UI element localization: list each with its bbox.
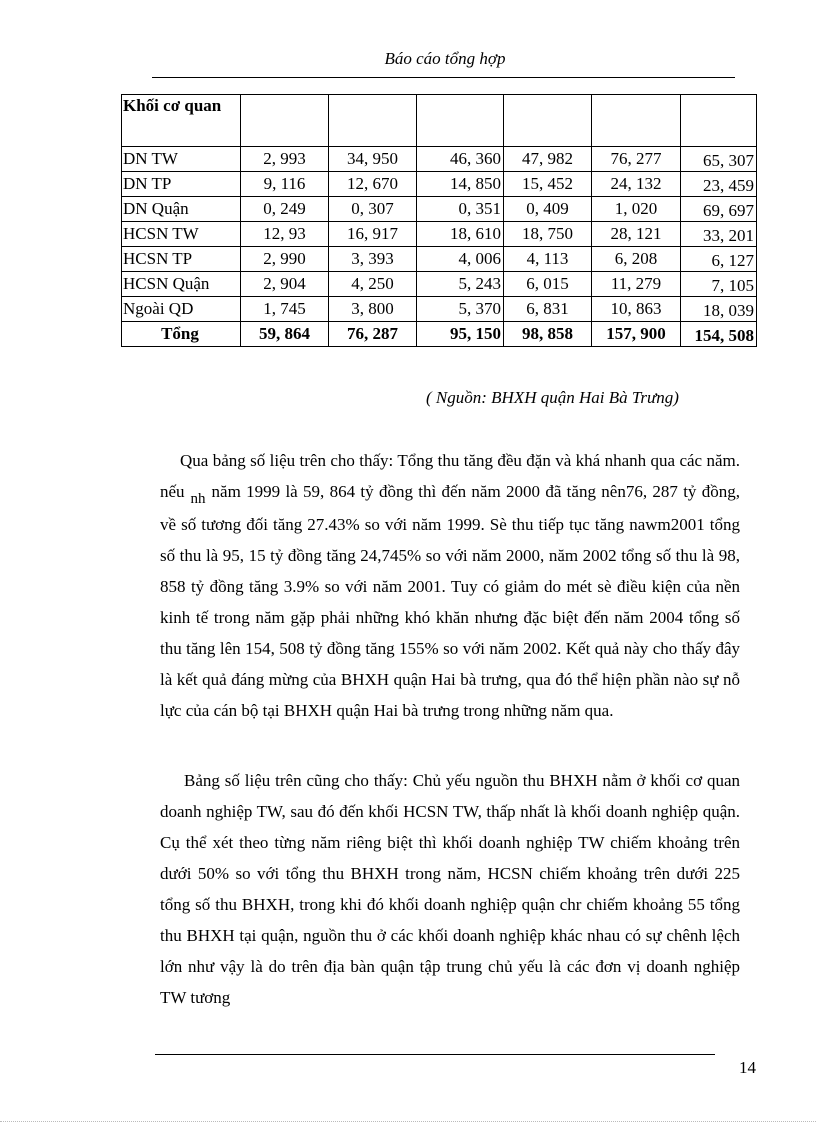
footer-rule [155,1054,715,1055]
revenue-table [121,94,757,347]
table-cell: 24, 132 [592,172,681,197]
table-cell: 1, 745 [241,297,329,322]
table-cell: 18, 750 [504,222,592,247]
table-cell: 16, 917 [329,222,417,247]
table-cell: 11, 279 [592,272,681,297]
table-cell: 34, 950 [329,147,417,172]
total-cell: 76, 287 [329,322,417,347]
table-cell: 0, 351 [417,197,504,222]
table-header-cell [241,95,329,147]
paragraph-2-text: Bảng số liệu trên cũng cho thấy: Chủ yếu nguồn thu BHXH nằm ở khối cơ quan doanh nghiệp TW, sau đó đến khối HCSN TW, thấp nhất là khối doanh nghiệp quận. Cụ thể xét theo từng năm riêng biệt thì khối doanh nghiệp TW chiếm khoảng trên dưới 50% so với tổng thu BHXH trong năm, HCSN chiếm khoảng trên dưới 225 tổng số thu BHXH, trong khi đó khối doanh nghiệp quận chr chiếm khoảng 55 tổng thu BHXH tại quận, nguồn thu ở các khối doanh nghiệp khác nhau có sự chênh lệch lớn như vậy là do trên địa bàn quận tập trung chủ yếu là các đơn vị doanh nghiệp TW tương [160,771,740,1007]
paragraph-1-sub: nh [190,491,206,507]
header-rule [152,77,735,78]
table-row [122,147,757,172]
table-row [122,297,757,322]
paragraph-1-rest: năm 1999 là 59, 864 tỷ đồng thì đến năm 2000 đã tăng nên76, 287 tỷ đồng, về số tương đối tăng 27.43% so với năm 1999. Sè thu tiếp tục tăng nawm2001 tổng số thu là 95, 15 tỷ đồng tăng 24,745% so với năm 2000, năm 2002 tổng số thu là 98, 858 tỷ đồng tăng 3.9% so với năm 2001. Tuy có giảm do mét sè điều kiện của nền kinh tế trong năm gặp phải những khó khăn nhưng đặc biệt đến năm 2004 tổng số thu tăng lên 154, 508 tỷ đồng tăng 155% so với năm 2002. Kết quả này cho thấy đây là kết quả đáng mừng của BHXH quận Hai bà trưng, qua đó thể hiện phần nào sự nỗ lực của cán bộ tại BHXH quận Hai bà trưng trong những năm qua. [160,482,740,720]
table-cell: 0, 409 [504,197,592,222]
total-cell: 157, 900 [592,322,681,347]
table-row [122,197,757,222]
row-label: DN TW [122,147,241,172]
table-cell: 2, 993 [241,147,329,172]
total-cell: 95, 150 [417,322,504,347]
paragraph-1 [160,445,740,726]
page-header-title: Báo cáo tổng hợp [384,49,506,68]
table-cell: 9, 116 [241,172,329,197]
table-cell: 2, 904 [241,272,329,297]
table-cell: 3, 393 [329,247,417,272]
table-cell: 6, 831 [504,297,592,322]
table-total-row [122,322,757,347]
table-cell: 0, 249 [241,197,329,222]
table-cell: 4, 006 [417,247,504,272]
table-cell: 1, 020 [592,197,681,222]
table-header-cell [592,95,681,147]
total-cell: 59, 864 [241,322,329,347]
row-label: HCSN TW [122,222,241,247]
table-header-cell [417,95,504,147]
table-row [122,272,757,297]
row-label: HCSN TP [122,247,241,272]
table-cell: 33, 201 [681,222,757,247]
table-cell: 69, 697 [681,197,757,222]
table-cell: 23, 459 [681,172,757,197]
table-cell: 76, 277 [592,147,681,172]
table-cell: 6, 015 [504,272,592,297]
source-note: ( Nguồn: BHXH quận Hai Bà Trưng) [426,388,679,407]
table-cell: 3, 800 [329,297,417,322]
table-header-cell [681,95,757,147]
table-cell: 47, 982 [504,147,592,172]
table-cell: 0, 307 [329,197,417,222]
row-label: DN Quận [122,197,241,222]
table-row [122,222,757,247]
row-label: HCSN Quận [122,272,241,297]
table-header-cell [504,95,592,147]
total-cell: 154, 508 [681,322,757,347]
table-cell: 6, 127 [681,247,757,272]
table-cell: 12, 670 [329,172,417,197]
table-cell: 2, 990 [241,247,329,272]
table-header-row [122,95,757,147]
row-label: DN TP [122,172,241,197]
table-cell: 4, 113 [504,247,592,272]
table-header-label: Khối cơ quan [122,95,241,147]
table-cell: 15, 452 [504,172,592,197]
total-cell: 98, 858 [504,322,592,347]
table-cell: 65, 307 [681,147,757,172]
page-number: 14 [739,1058,756,1077]
table-cell: 14, 850 [417,172,504,197]
table-cell: 10, 863 [592,297,681,322]
page-edge-dots [0,1121,816,1122]
table-cell: 7, 105 [681,272,757,297]
table-cell: 5, 370 [417,297,504,322]
table-row [122,172,757,197]
table-cell: 12, 93 [241,222,329,247]
table-row [122,247,757,272]
table-cell: 18, 039 [681,297,757,322]
table-cell: 46, 360 [417,147,504,172]
table-cell: 6, 208 [592,247,681,272]
table-cell: 28, 121 [592,222,681,247]
table-cell: 5, 243 [417,272,504,297]
paragraph-2 [160,765,740,1013]
paragraph-1-start: Qua bảng số liệu trên cho thấy: Tổng thu tăng đều đặn và khá nhanh qua các năm. nếu [160,451,740,501]
row-label: Ngoài QD [122,297,241,322]
table-cell: 4, 250 [329,272,417,297]
total-label: Tổng [122,322,241,347]
table-header-cell [329,95,417,147]
table-cell: 18, 610 [417,222,504,247]
